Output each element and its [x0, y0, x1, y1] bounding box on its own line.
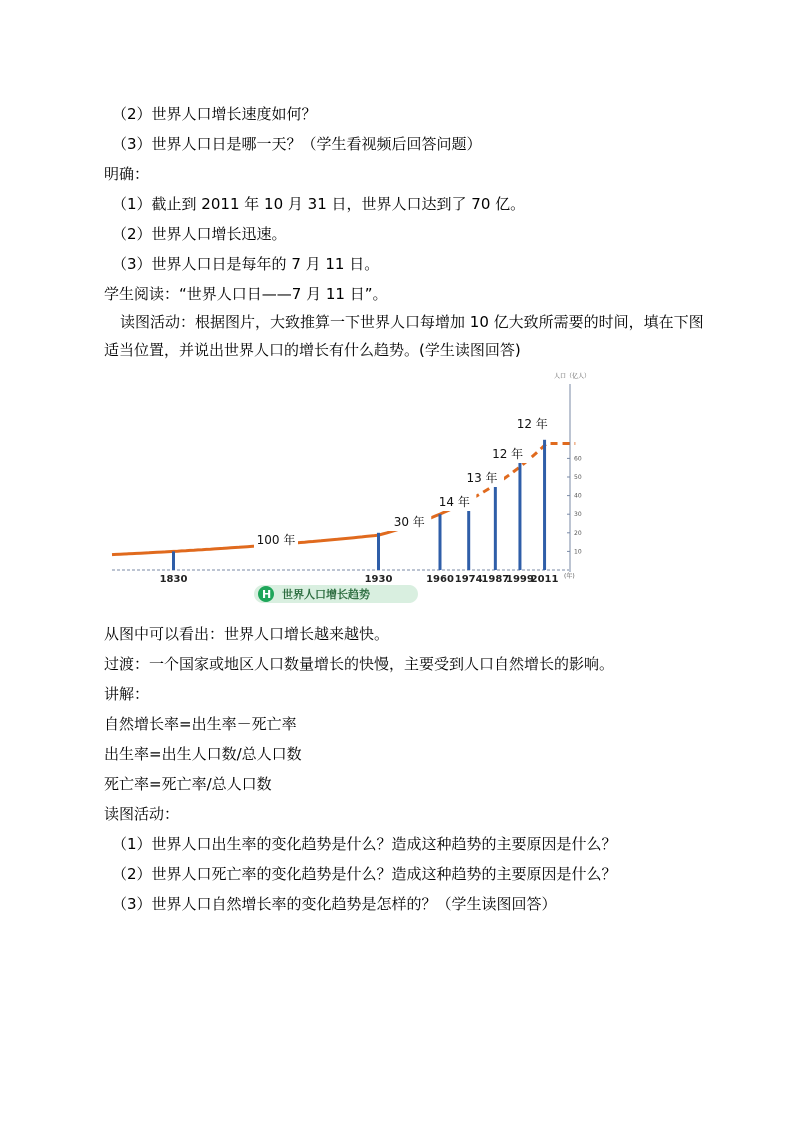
x-tick-1987: 1987 — [481, 574, 510, 585]
formula-birth-rate: 出生率=出生人口数/总人口数 — [104, 745, 302, 763]
clarify-heading: 明确： — [104, 165, 150, 183]
bar-1960 — [439, 514, 442, 570]
bar-1999 — [518, 458, 521, 570]
bar-2011 — [543, 440, 546, 570]
answer-3: （3）世界人口日是每年的 7 月 11 日。 — [112, 255, 380, 273]
interval-annotation: 13 年 — [466, 471, 498, 485]
y-tick-label: 60 — [574, 455, 582, 463]
y-tick-label: 20 — [574, 529, 582, 537]
conclusion: 从图中可以看出：世界人口增长越来越快。 — [104, 625, 390, 643]
interval-annotation: 12 年 — [516, 417, 548, 431]
y-ticks — [567, 455, 582, 555]
chart-title: 世界人口增长趋势 — [282, 588, 370, 601]
title-badge-letter: H — [262, 588, 272, 601]
x-tick-labels — [160, 574, 559, 585]
interval-annotation: 12 年 — [492, 447, 524, 461]
activity-q2: （2）世界人口死亡率的变化趋势是什么？造成这种趋势的主要原因是什么？ — [112, 865, 617, 883]
formula-death-rate: 死亡率=死亡率/总人口数 — [104, 775, 272, 793]
x-tick-2011: 2011 — [530, 574, 559, 585]
x-tick-1999: 1999 — [506, 574, 534, 585]
question-2: （2）世界人口增长速度如何？ — [112, 105, 317, 123]
interval-annotation: 100 年 — [256, 533, 296, 547]
activity-q1: （1）世界人口出生率的变化趋势是什么？造成这种趋势的主要原因是什么？ — [112, 835, 617, 853]
answer-2: （2）世界人口增长迅速。 — [112, 225, 287, 243]
activity-heading-2: 读图活动： — [104, 805, 180, 823]
transition: 过渡：一个国家或地区人口数量增长的快慢，主要受到人口自然增长的影响。 — [104, 655, 615, 673]
x-tick-1974: 1974 — [454, 574, 483, 585]
population-chart — [104, 366, 594, 606]
bar-1987 — [494, 477, 497, 570]
activity-line-1: 读图活动：根据图片，大致推算一下世界人口每增加 10 亿大致所需要的时间，填在下图 — [120, 313, 704, 331]
annotation-boxes — [254, 415, 554, 549]
y-tick-label: 30 — [574, 511, 582, 519]
interval-annotation: 14 年 — [438, 495, 470, 509]
formula-natural-growth: 自然增长率=出生率－死亡率 — [104, 715, 297, 733]
y-tick-label: 10 — [574, 548, 582, 556]
student-reading: 学生阅读：“世界人口日——7 月 11 日”。 — [104, 285, 388, 303]
y-axis-label: 人口（亿人） — [554, 373, 591, 380]
x-tick-1960: 1960 — [426, 574, 454, 585]
bar-1830 — [172, 551, 175, 570]
explain-heading: 讲解： — [104, 685, 150, 703]
x-tick-1830: 1830 — [159, 574, 188, 585]
x-tick-1930: 1930 — [364, 574, 393, 585]
activity-q3: （3）世界人口自然增长率的变化趋势是怎样的？（学生读图回答） — [112, 895, 557, 913]
interval-annotation: 30 年 — [393, 515, 425, 529]
bar-1930 — [377, 533, 380, 570]
question-3: （3）世界人口日是哪一天？（学生看视频后回答问题） — [112, 135, 482, 153]
x-axis-label: (年) — [564, 573, 575, 580]
activity-line-2: 适当位置，并说出世界人口的增长有什么趋势。(学生读图回答) — [104, 341, 521, 359]
answer-1: （1）截止到 2011 年 10 月 31 日，世界人口达到了 70 亿。 — [112, 195, 526, 213]
y-tick-label: 40 — [574, 492, 582, 500]
y-tick-label: 50 — [574, 474, 582, 481]
